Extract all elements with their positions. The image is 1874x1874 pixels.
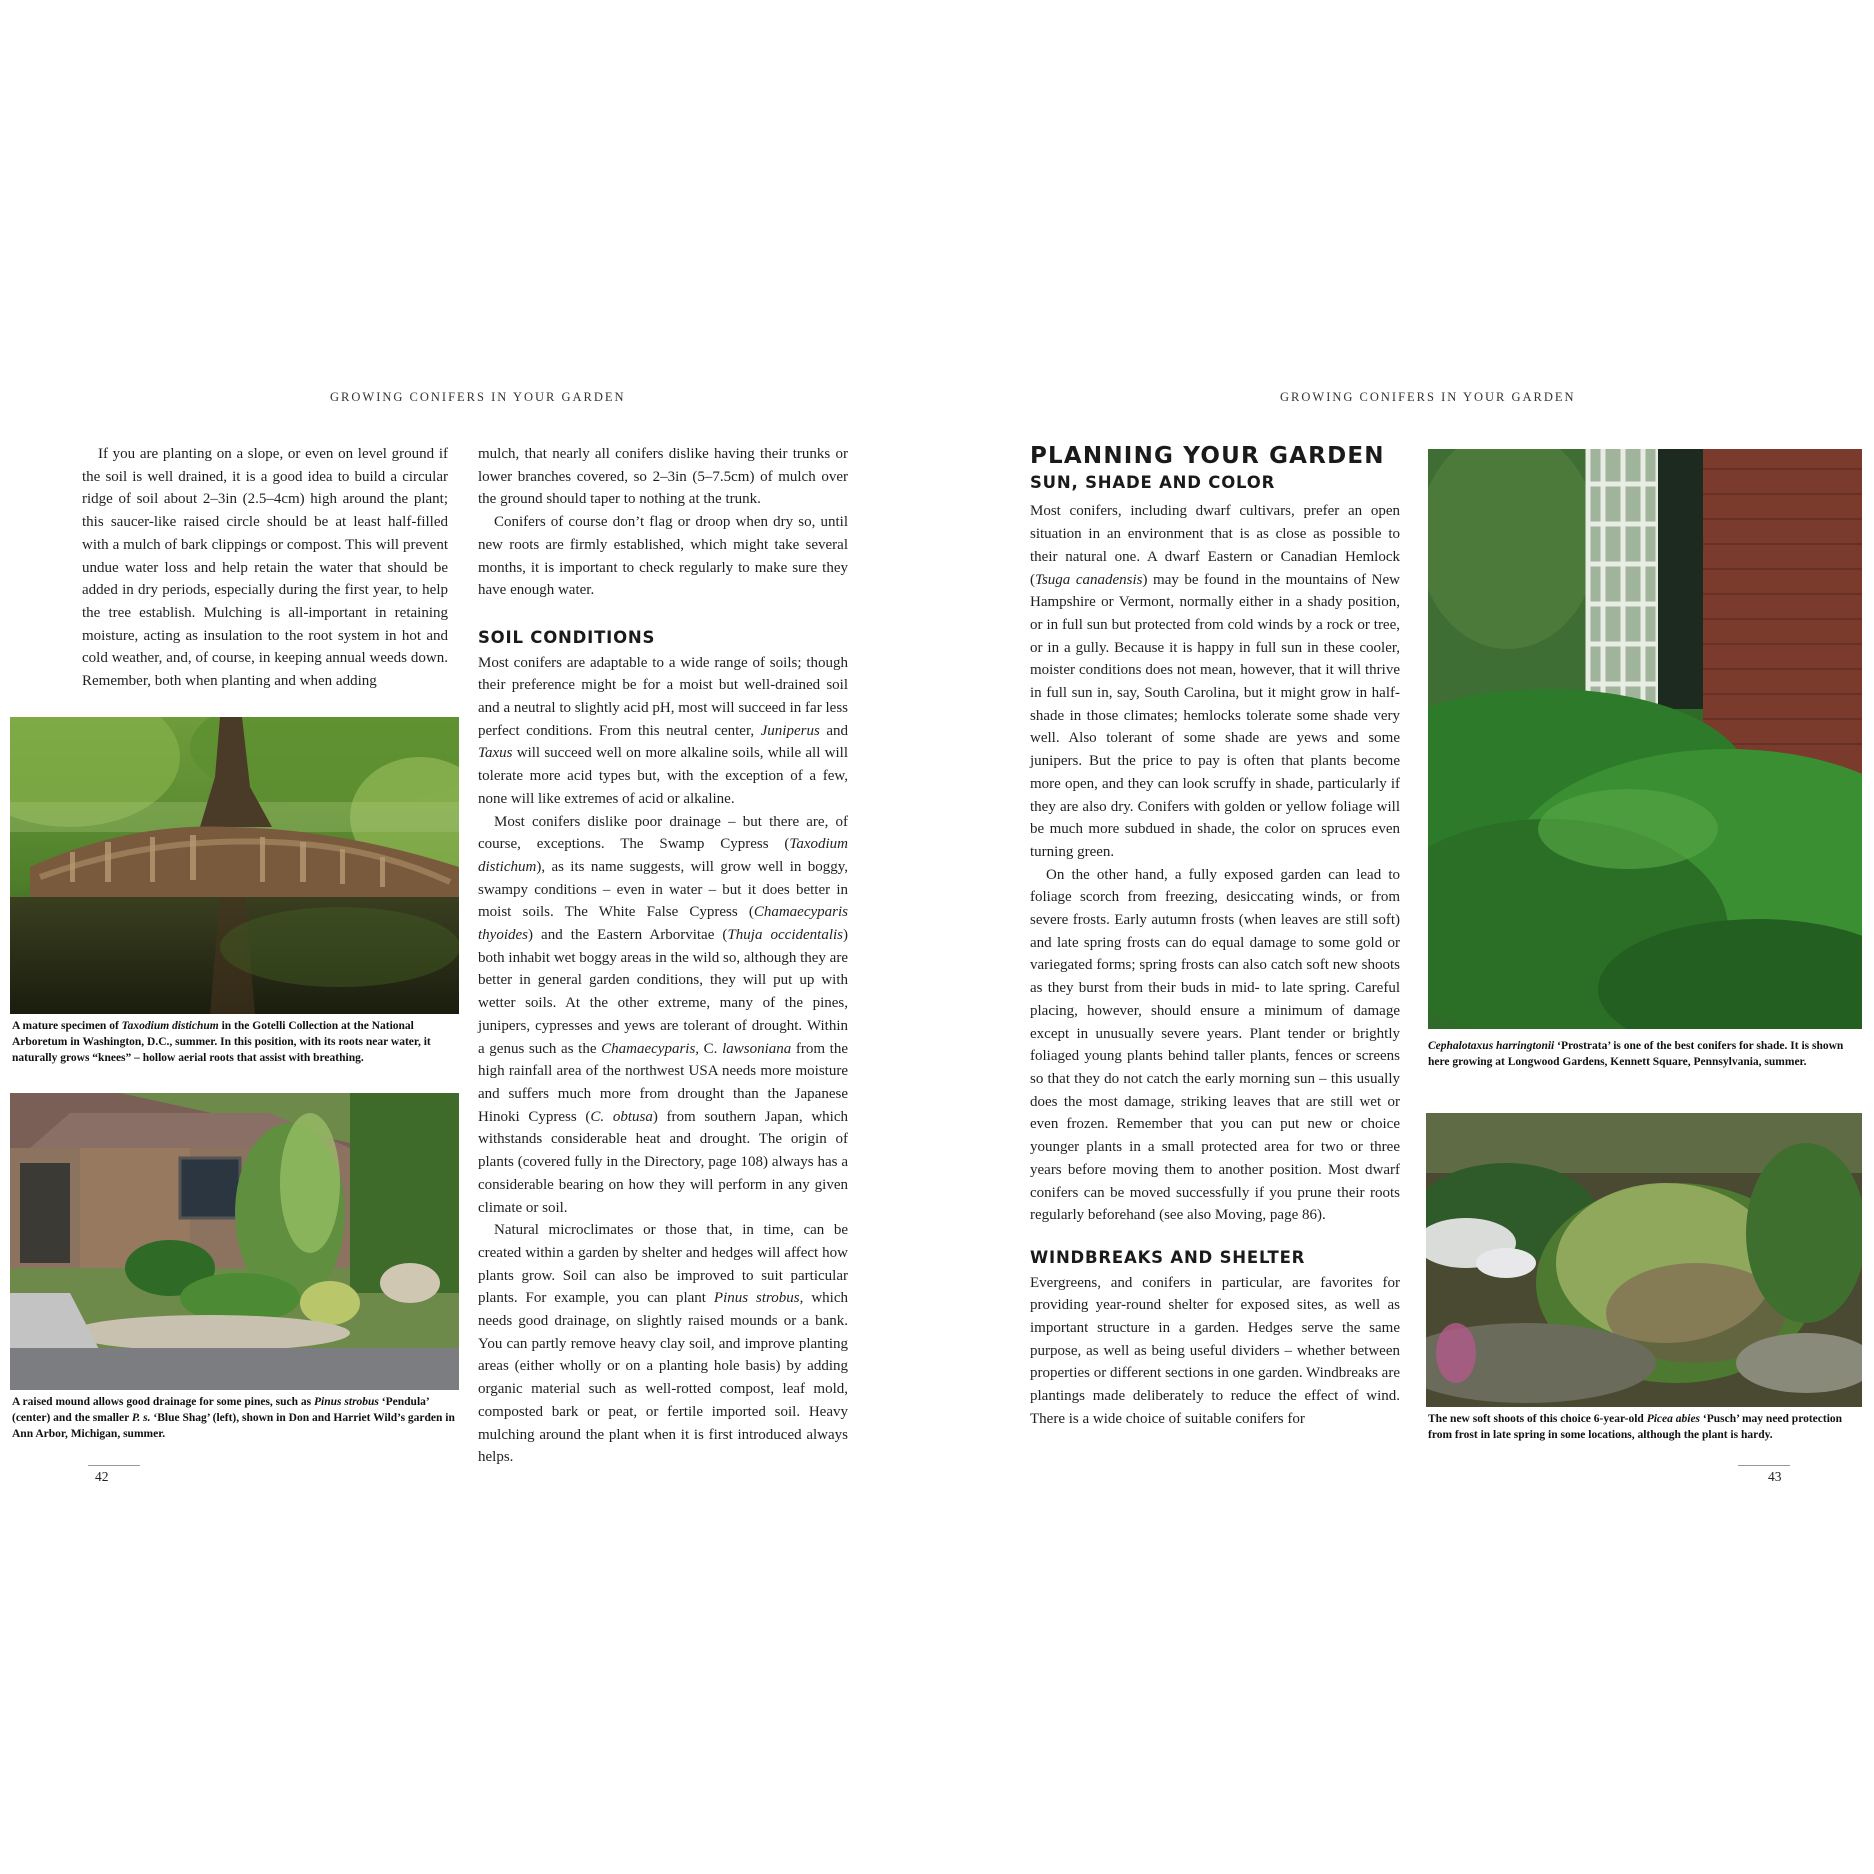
section-heading-soil-conditions: SOIL CONDITIONS <box>478 627 656 647</box>
photo-picea-image <box>1426 1113 1862 1407</box>
body-paragraph: If you are planting on a slope, or even on level ground if the soil is well drained, it is a good idea to build a circular ridge of soil about 2–3in (2.5–4cm) high around the plant; this saucer-like raised circle should be at least half-filled with a mulch of bark clippings or compost. This will prevent undue water loss and help retain the water that should be added in dry periods, especially during the first year, to help the tree establish. Mulching is all-important in retaining moisture, acting as insulation to the root system in hot and cold weather, and, of course, in keeping annual weeds down. Remember, both when planting and when adding <box>82 446 448 690</box>
photo-cephalotaxus-image <box>1428 449 1862 1029</box>
running-head-right: GROWING CONIFERS IN YOUR GARDEN <box>1280 390 1576 404</box>
body-paragraph: Natural microclimates or those that, in time, can be created within a garden by shelter and hedges will affect how plants grow. Soil can also be improved to suit particular plants. For example, you can plant Pinus strobus, which needs good drainage, on slightly raised mounds or a bank. You can partly remove heavy clay soil, and improve planting areas (either wholly or on a planting hole basis) by adding organic material such as well-rotted compost, leaf mold, composted bark or peat, or fertile imported soil. Heavy mulching around the plant when it is first introduced always helps. <box>478 1222 848 1466</box>
body-paragraph: Evergreens, and conifers in particular, are favorites for providing year-round shelter for exposed sites, as well as important structure in a garden. Hedges serve the same purpose, as well as being useful dividers – whether between properties or different sections in one garden. Windbreaks are plantings made deliberately to reduce the effect of wind. There is a wide choice of suitable conifers for <box>1030 1274 1400 1427</box>
body-paragraph: mulch, that nearly all conifers dislike having their trunks or lower branches covered, so 2–3in (5–7.5cm) of mulch over the ground should taper to nothing at the trunk. <box>478 446 848 508</box>
photo-raised-mound-image <box>10 1093 459 1390</box>
folio-rule-left <box>88 1465 140 1466</box>
caption-picea-abies: The new soft shoots of this choice 6-year-old Picea abies ‘Pusch’ may need protection from frost in late spring in some locations, although the plant is hardy. <box>1428 1413 1843 1441</box>
photo-taxodium-image <box>10 717 459 1014</box>
chapter-title: PLANNING YOUR GARDEN <box>1030 443 1385 469</box>
body-paragraph: On the other hand, a fully exposed garden can lead to foliage scorch from freezing, desiccating winds, or from severe frosts. Early autumn frosts (when leaves are still soft) and late spring frosts can do equal damage to some gold or variegated forms; spring frosts can also catch soft new shoots as they burst from their buds in mid- to late spring. Careful placing, however, should ensure a minimum of damage except in unusually severe years. Plant tender or brightly foliaged young plants behind taller plants, fences or screens so that they do not catch the early morning sun – this usually does the most damage, striking leaves that are still wet or even frozen. Remember that you can put new or choice younger plants in a small protected area for two or three years before moving them to another position. Most dwarf conifers can be moved successfully if you prune their roots regularly beforehand (see also Moving, page 86). <box>1030 866 1400 1224</box>
page-number-right: 43 <box>1768 1469 1782 1484</box>
photo-picea-abies-pusch <box>1426 1113 1862 1407</box>
section-heading-windbreaks: WINDBREAKS AND SHELTER <box>1030 1247 1306 1267</box>
caption-taxodium: A mature specimen of Taxodium distichum in the Gotelli Collection at the National Arboretum in Washington, D.C., summer. In this position, with its roots near water, it naturally grows “knees” – hollow aerial roots that assist with breathing. <box>12 1020 431 1064</box>
caption-raised-mound: A raised mound allows good drainage for some pines, such as Pinus strobus ‘Pendula’ (center) and the smaller P. s. ‘Blue Shag’ (left), shown in Don and Harriet Wild’s garden in Ann Arbor, Michigan, summer. <box>12 1396 455 1440</box>
folio-rule-right <box>1738 1465 1790 1466</box>
left-column-2 <box>478 443 848 1469</box>
body-paragraph: Most conifers, including dwarf cultivars, prefer an open situation in an environment that is as close as possible to their natural one. A dwarf Eastern or Canadian Hemlock (Tsuga canadensis) may be found in the mountains of New Hampshire or Vermont, normally either in a shady position, or in full sun but protected from cold winds by a rock or tree, or in a gully. Because it is happy in full sun in these cooler, moister conditions does not mean, however, that it will thrive in full sun in, say, South Carolina, but it might grow in half-shade in those climates; hemlocks tolerate some shade very well. Also tolerant of some shade are yews and some junipers. But the price to pay is often that plants become more open, and they can look scruffy in shade, particularly if they are also dry. Conifers with golden or yellow foliage will be much more subdued in shade, the color on spruces even turning green. <box>1030 503 1401 860</box>
caption-cephalotaxus: Cephalotaxus harringtonii ‘Prostrata’ is one of the best conifers for shade. It is shown here growing at Longwood Gardens, Kennett Square, Pennsylvania, summer. <box>1428 1040 1844 1068</box>
photo-taxodium-distichum <box>10 717 459 1014</box>
body-paragraph: Conifers of course don’t flag or droop when dry so, until new roots are firmly established, which might take several months, it is important to check regularly to make sure they have enough water. <box>478 514 848 599</box>
photo-raised-mound-garden <box>10 1093 459 1390</box>
right-column-text <box>1030 445 1400 1431</box>
running-head-left: GROWING CONIFERS IN YOUR GARDEN <box>330 390 626 404</box>
photo-cephalotaxus <box>1428 449 1862 1029</box>
page-number-left: 42 <box>95 1469 109 1484</box>
body-paragraph: Most conifers are adaptable to a wide range of soils; though their preference might be for a moist but well-drained soil and a neutral to slightly acid pH, most will succeed in far less perfect conditions. From this neutral center, Juniperus and Taxus will succeed well on more alkaline soils, while all will tolerate more acid types but, with the exception of a few, none will like extremes of acid or alkaline. <box>478 654 848 807</box>
left-column-1 <box>82 443 448 693</box>
body-paragraph: Most conifers dislike poor drainage – but there are, of course, exceptions. The Swamp Cypress (Taxodium distichum), as its name suggests, will grow well in boggy, swampy conditions – even in water – but it does better in moist soils. The White False Cypress (Chamaecyparis thyoides) and the Eastern Arborvitae (Thuja occidentalis) both inhabit wet boggy areas in the wild so, although they are better in general garden conditions, they will put up with wetter soils. At the other extreme, many of the pines, junipers, cypresses and yews are tolerant of drought. Within a genus such as the Chamaecyparis, C. lawsoniana from the high rainfall area of the northwest USA needs more moisture and suffers much more from drought than the Japanese Hinoki Cypress (C. obtusa) from southern Japan, which withstands considerable heat and drought. The origin of plants (covered fully in the Directory, page 108) always has a considerable bearing on how they will perform in any given climate or soil. <box>478 813 849 1216</box>
section-heading-sun-shade-color: SUN, SHADE AND COLOR <box>1030 472 1276 492</box>
